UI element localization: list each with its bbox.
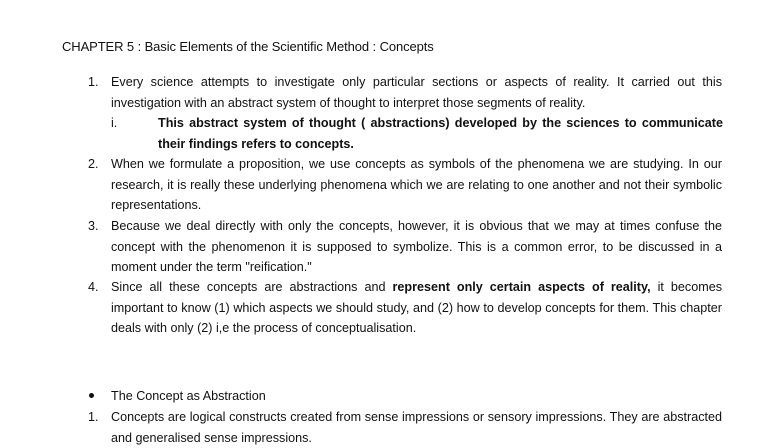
sub-item-text: This abstract system of thought ( abstractions) developed by the sciences to communicate their findings refers to concepts.: [158, 116, 723, 151]
item-4-text-emphasis: represent only certain aspects of reality,: [392, 280, 651, 294]
item-number: 1.: [88, 410, 99, 424]
sub-item-number: i.: [111, 116, 118, 130]
list-item-4: [111, 277, 722, 339]
chapter-title: CHAPTER 5 : Basic Elements of the Scientific Method : Concepts: [62, 39, 434, 54]
list-item-3: Because we deal directly with only the concepts, however, it is obvious that we may at times confuse the concept with the phenomenon it is supposed to symbolize. This is a common error, to be discussed in a moment under the term "reification.": [111, 219, 722, 274]
item-4-text-end: it becomes important to know (1) which aspects we should study, and (2) how to develop concepts for them. This chapter deals with only (2) i,e the process of conceptualisation.: [111, 280, 722, 335]
item-number: 3.: [88, 219, 99, 233]
item-number: 2.: [88, 157, 99, 171]
list-item-1: Every science attempts to investigate only particular sections or aspects of reality. It carried out this investigation with an abstract system of thought to interpret those segments of reality.: [111, 75, 722, 110]
section-list-item-1: Concepts are logical constructs created from sense impressions or sensory impressions. They are abstracted and generalised sense impressions.: [111, 410, 722, 445]
bullet-icon: [89, 393, 94, 398]
section-heading: The Concept as Abstraction: [111, 389, 266, 403]
item-number: 4.: [88, 280, 99, 294]
item-4-text-start: Since all these concepts are abstractions and: [111, 280, 393, 294]
item-number: 1.: [88, 75, 99, 89]
list-item-2: When we formulate a proposition, we use concepts as symbols of the phenomena we are studying. In our research, it is really these underlying phenomena which we are relating to one another and not their symbolic representations.: [111, 157, 722, 212]
